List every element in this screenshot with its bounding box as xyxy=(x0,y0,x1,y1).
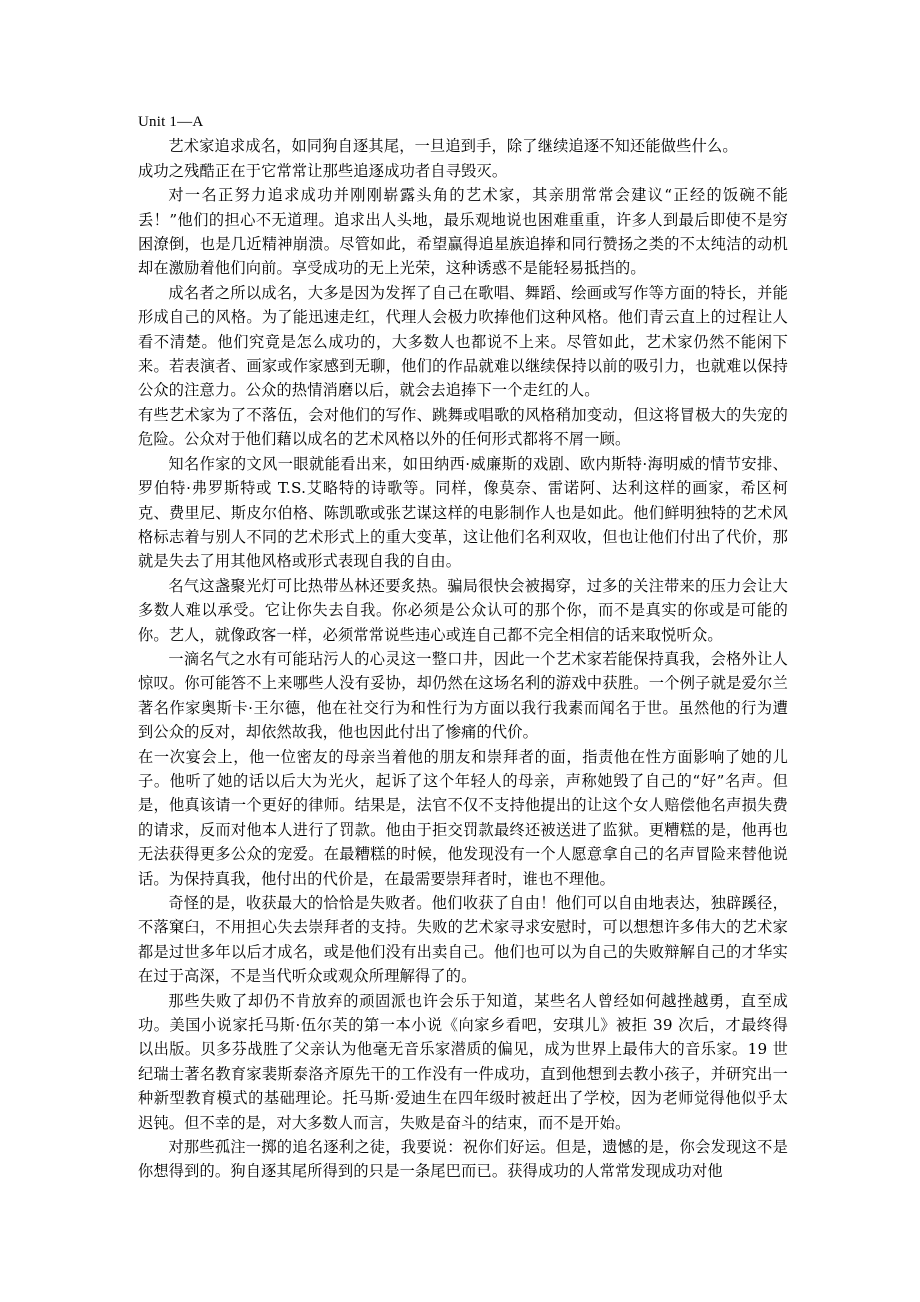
paragraph: 有些艺术家为了不落伍，会对他们的写作、跳舞或唱歌的风格稍加变动，但这将冒极大的失宠的危险。公众对于他们藉以成名的艺术风格以外的任何形式都将不屑一顾。 xyxy=(138,405,788,449)
paragraph: 名气这盏聚光灯可比热带丛林还要炙热。骗局很快会被揭穿，过多的关注带来的压力会让大多数人难以承受。它让你失去自我。你必须是公众认可的那个你，而不是真实的你或是可能的你。艺人，就像政客一样，必须常常说些违心或连自己都不完全相信的话来取悦听众。 xyxy=(138,576,788,644)
paragraph: 成名者之所以成名，大多是因为发挥了自己在歌唱、舞蹈、绘画或写作等方面的特长，并能形成自己的风格。为了能迅速走红，代理人会极力吹捧他们这种风格。他们青云直上的过程让人看不清楚。他们究竟是怎么成功的，大多数人也都说不上来。尽管如此，艺术家仍然不能闲下来。若表演者、画家或作家感到无聊，他们的作品就难以继续保持以前的吸引力，也就难以保持公众的注意力。公众的热情消磨以后，就会去追捧下一个走红的人。 xyxy=(138,283,788,400)
paragraph: 那些失败了却仍不肯放弃的顽固派也许会乐于知道，某些名人曾经如何越挫越勇，直至成功。美国小说家托马斯·伍尔芙的第一本小说《向家乡看吧，安琪儿》被拒 39 次后，才最终得以出版。贝多芬战胜了父亲认为他毫无音乐家潜质的偏见，成为世界上最伟大的音乐家。19 世纪瑞士著名教育家裴斯泰洛齐原先干的工作没有一件成功，直到他想到去教小孩子，并研究出一种新型教育模式的基础理论。托马斯·爱迪生在四年级时被赶出了学校，因为老师觉得他似乎太迟钝。但不幸的是，对大多数人而言，失败是奋斗的结束，而不是开始。 xyxy=(138,991,788,1132)
unit-title: Unit 1—A xyxy=(138,114,204,130)
paragraph: 知名作家的文风一眼就能看出来，如田纳西·威廉斯的戏剧、欧内斯特·海明威的情节安排、罗伯特·弗罗斯特或 T.S.艾略特的诗歌等。同样，像莫奈、雷诺阿、达利这样的画家，希区柯克、费里尼、斯皮尔伯格、陈凯歌或张艺谋这样的电影制作人也是如此。他们鲜明独特的艺术风格标志着与别人不同的艺术形式上的重大变革，这让他们名利双收，但也让他们付出了代价，那就是失去了用其他风格或形式表现自我的自由。 xyxy=(138,454,788,571)
paragraph: 一滴名气之水有可能玷污人的心灵这一整口井，因此一个艺术家若能保持真我，会格外让人惊叹。你可能答不上来哪些人没有妥协，却仍然在这场名利的游戏中获胜。一个例子就是爱尔兰著名作家奥斯卡·王尔德，他在社交行为和性行为方面以我行我素而闻名于世。虽然他的行为遭到公众的反对，却依然故我，他也因此付出了惨痛的代价。 xyxy=(138,649,788,742)
paragraph: 对一名正努力追求成功并刚刚崭露头角的艺术家，其亲朋常常会建议“正经的饭碗不能丢！”他们的担心不无道理。追求出人头地，最乐观地说也困难重重，许多人到最后即使不是穷困潦倒，也是几近精神崩溃。尽管如此，希望赢得追星族追捧和同行赞扬之类的不太纯洁的动机却在激励着他们向前。享受成功的无上光荣，这种诱惑不是能轻易抵挡的。 xyxy=(138,186,788,278)
document-body xyxy=(138,110,788,1184)
paragraph: 在一次宴会上，他一位密友的母亲当着他的朋友和崇拜者的面，指责他在性方面影响了她的儿子。他听了她的话以后大为光火，起诉了这个年轻人的母亲，声称她毁了自己的“好”名声。但是，他真该请一个更好的律师。结果是，法官不仅不支持他提出的让这个女人赔偿他名声损失费的请求，反而对他本人进行了罚款。他由于拒交罚款最终还被送进了监狱。更糟糕的是，他再也无法获得更多公众的宠爱。在最糟糕的时候，他发现没有一个人愿意拿自己的名声冒险来替他说话。为保持真我，他付出的代价是，在最需要崇拜者时，谁也不理他。 xyxy=(138,747,788,888)
paragraph: 对那些孤注一掷的追名逐利之徒，我要说：祝你们好运。但是，遗憾的是，你会发现这不是你想得到的。狗自逐其尾所得到的只是一条尾巴而已。获得成功的人常常发现成功对他 xyxy=(138,1138,788,1181)
paragraph: 成功之残酷正在于它常常让那些追逐成功者自寻毁灭。 xyxy=(138,161,508,180)
paragraph: 艺术家追求成名，如同狗自逐其尾，一旦追到手，除了继续追逐不知还能做些什么。 xyxy=(168,137,738,156)
paragraph: 奇怪的是，收获最大的恰恰是失败者。他们收获了自由！他们可以自由地表达，独辟蹊径，不落窠臼，不用担心失去崇拜者的支持。失败的艺术家寻求安慰时，可以想想许多伟大的艺术家都是过世多年以后才成名，或是他们没有出卖自己。他们也可以为自己的失败辩解自己的才华实在过于高深，不是当代听众或观众所理解得了的。 xyxy=(138,894,788,986)
